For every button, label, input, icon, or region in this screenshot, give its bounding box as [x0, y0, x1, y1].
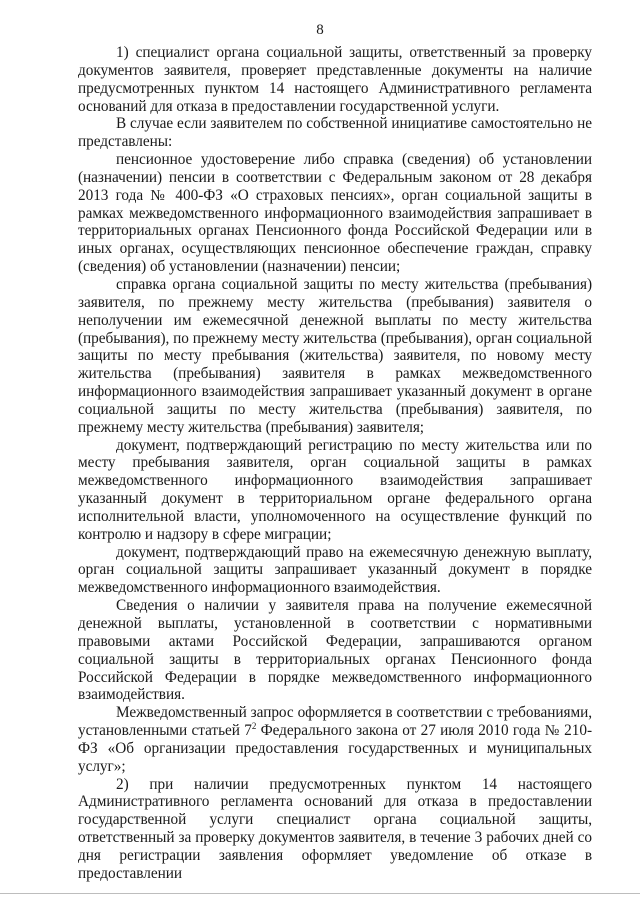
article-superscript: 2	[251, 720, 257, 731]
paragraph-pension-certificate: пенсионное удостоверение либо справка (сведения) об установлении (назначении) пенсии в соответствии с Федеральным законом от 28 декабря 2013 года № 400-ФЗ «О страховых пенсиях», орган социальной защиты в рамках межведомственного информационного взаимодействия запрашивает в территориальных органах Пенсионного фонда Российской Федерации или в иных органах, осуществляющих пенсионное обеспечение граждан, справку (сведения) об установлении (назначении) пенсии;	[78, 151, 592, 276]
paragraph-social-protection-certificate: справка органа социальной защиты по месту жительства (пребывания) заявителя, по прежнему месту жительства (пребывания) заявителя о неполучении им ежемесячной денежной выплаты по месту жительства (пребывания), по прежнему месту жительства (пребывания), орган социальной защиты по месту пребывания (жительства) заявителя, по новому месту жительства (пребывания) заявителя в рамках межведомственного информационного взаимодействия запрашивает указанный документ в органе социальной защиты по месту жительства (пребывания) заявителя, по прежнему месту жительства (пребывания) заявителя;	[78, 275, 592, 436]
paragraph-missing-documents-intro: В случае если заявителем по собственной инициативе самостоятельно не представлены:	[78, 115, 592, 151]
paragraph-refusal-step: 2) при наличии предусмотренных пунктом 14 настоящего Административного регламента оснований для отказа в предоставлении государственной услуги специалист органа социальной защиты, ответственный за проверку документов заявителя, в течение 3 рабочих дней со дня регистрации заявления оформляет уведомление об отказе в предоставлении	[78, 775, 592, 882]
document-body	[78, 44, 592, 883]
paragraph-payment-right-info: Сведения о наличии у заявителя права на получение ежемесячной денежной выплаты, установленной в соответствии с нормативными правовыми актами Российской Федерации, запрашиваются органом социальной защиты в территориальных органах Пенсионного фонда Российской Федерации в порядке межведомственного информационного взаимодействия.	[78, 597, 592, 704]
page-bottom-edge	[0, 893, 640, 894]
paragraph-interagency-request	[78, 704, 592, 775]
interagency-text-before: Межведомственный запрос оформляется в соответствии с требованиями, установленными статьей 7	[78, 704, 592, 740]
paragraph-verification-step: 1) специалист органа социальной защиты, ответственный за проверку документов заявителя, проверяет представленные документы на наличие предусмотренных пунктом 14 настоящего Административного регламента оснований для отказа в предоставлении государственной услуги.	[78, 44, 592, 115]
interagency-text-after: Федерального закона от 27 июля 2010 года № 210-ФЗ «Об организации предоставления государственных и муниципальных услуг»;	[78, 722, 593, 775]
page-number: 8	[316, 22, 324, 38]
paragraph-payment-right-document: документ, подтверждающий право на ежемесячную денежную выплату, орган социальной защиты запрашивает указанный документ в порядке межведомственного информационного взаимодействия.	[78, 543, 592, 597]
paragraph-registration-document: документ, подтверждающий регистрацию по месту жительства или по месту пребывания заявителя, орган социальной защиты в рамках межведомственного информационного взаимодействия запрашивает указанный документ в территориальном органе федерального органа исполнительной власти, уполномоченного на осуществление функций по контролю и надзору в сфере миграции;	[78, 436, 592, 543]
